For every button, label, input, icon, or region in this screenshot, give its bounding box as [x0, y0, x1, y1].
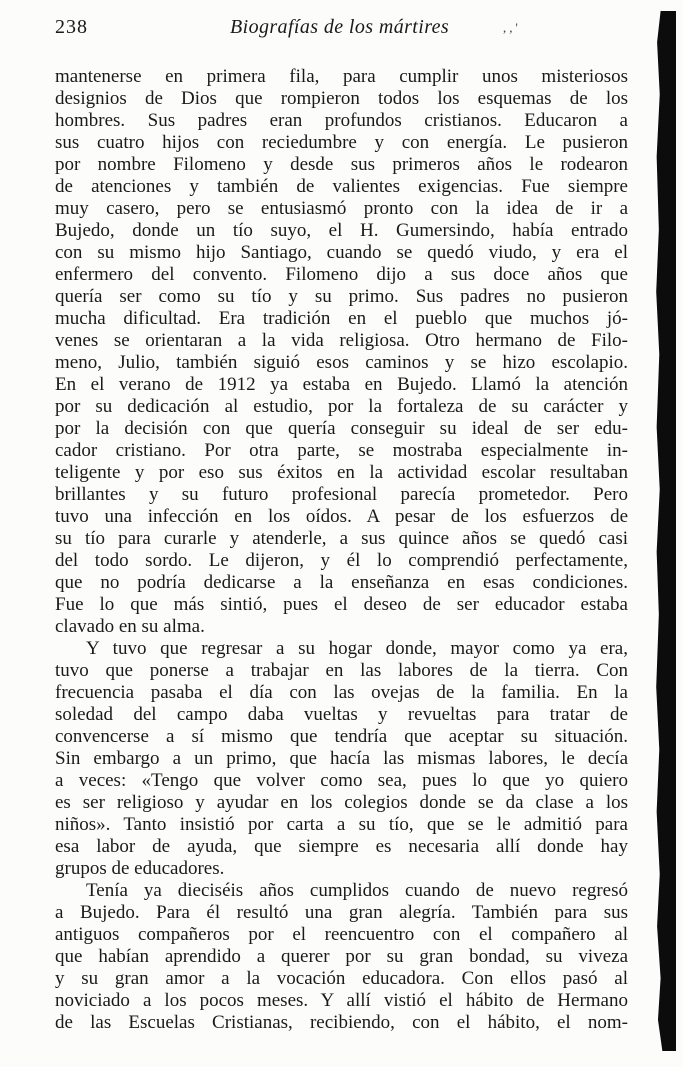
text-line: designios de Dios que rompieron todos los esquemas de los: [55, 88, 628, 109]
page-number: 238: [55, 16, 88, 38]
text-line: del todo sordo. Le dijeron, y él lo comprendió perfectamente,: [55, 550, 628, 571]
text-line: clavado en su alma.: [55, 616, 205, 637]
text-line: soledad del campo daba vueltas y revueltas para tratar de: [55, 704, 628, 725]
text-line: meno, Julio, también siguió esos caminos y se hizo escolapio.: [55, 352, 628, 373]
text-line: a veces: «Tengo que volver como sea, pues lo que yo quiero: [55, 770, 628, 791]
text-line: es ser religioso y ayudar en los colegios donde se da clase a los: [55, 792, 628, 813]
text-line: por la decisión con que quería conseguir su ideal de ser edu-: [55, 418, 628, 439]
page-header: [55, 16, 628, 46]
text-line: esa labor de ayuda, que siempre es necesaria allí donde hay: [55, 836, 628, 857]
text-line: enfermero del convento. Filomeno dijo a sus doce años que: [55, 264, 628, 285]
text-line: convencerse a sí mismo que tendría que aceptar su situación.: [55, 726, 628, 747]
scan-gutter-bar: [654, 11, 676, 1051]
text-line: que no podría dedicarse a la enseñanza en esas condiciones.: [55, 572, 628, 593]
scan-artifact-mark: ,,': [503, 20, 521, 35]
text-line: y su gran amor a la vocación educadora. Con ellos pasó al: [55, 968, 628, 989]
text-line: que habían aprendido a querer por su gran bondad, su viveza: [55, 946, 628, 967]
text-line: En el verano de 1912 ya estaba en Bujedo. Llamó la atención: [55, 374, 628, 395]
text-line: de atenciones y también de valientes exigencias. Fue siempre: [55, 176, 628, 197]
text-line: quería ser como su tío y su primo. Sus padres no pusieron: [55, 286, 628, 307]
paragraph-1: [55, 66, 628, 638]
text-line: sus cuatro hijos con reciedumbre y con energía. Le pusieron: [55, 132, 628, 153]
text-line: mucha dificultad. Era tradición en el pueblo que muchos jó-: [55, 308, 628, 329]
text-line: Y tuvo que regresar a su hogar donde, mayor como ya era,: [86, 638, 628, 659]
body-text: [55, 66, 628, 1034]
text-line: antiguos compañeros por el reencuentro con el compañero al: [55, 924, 628, 945]
text-line: de las Escuelas Cristianas, recibiendo, con el hábito, el nom-: [55, 1012, 628, 1033]
text-line: tuvo una infección en los oídos. A pesar de los esfuerzos de: [55, 506, 628, 527]
text-line: grupos de educadores.: [55, 858, 225, 879]
text-line: frecuencia pasaba el día con las ovejas de la familia. En la: [55, 682, 628, 703]
text-line: Sin embargo a un primo, que hacía las mismas labores, le decía: [55, 748, 628, 769]
paragraph-3: [55, 880, 628, 1034]
paragraph-2: [55, 638, 628, 880]
text-line: noviciado a los pocos meses. Y allí vistió el hábito de Hermano: [55, 990, 628, 1011]
text-line: teligente y por eso sus éxitos en la actividad escolar resultaban: [55, 462, 628, 483]
text-line: muy casero, pero se entusiasmó pronto con la idea de ir a: [55, 198, 628, 219]
text-line: Fue lo que más sintió, pues el deseo de ser educador estaba: [55, 594, 628, 615]
text-line: tuvo que ponerse a trabajar en las labores de la tierra. Con: [55, 660, 628, 681]
text-line: venes se orientaran a la vida religiosa. Otro hermano de Filo-: [55, 330, 628, 351]
text-line: mantenerse en primera fila, para cumplir unos misteriosos: [55, 66, 628, 87]
text-line: hombres. Sus padres eran profundos cristianos. Educaron a: [55, 110, 628, 131]
text-line: por nombre Filomeno y desde sus primeros años le rodearon: [55, 154, 628, 175]
text-line: con su mismo hijo Santiago, cuando se quedó viudo, y era el: [55, 242, 628, 263]
text-line: Tenía ya dieciséis años cumplidos cuando de nuevo regresó: [86, 880, 628, 901]
running-title: Biografías de los mártires: [230, 16, 450, 38]
text-line: brillantes y su futuro profesional parecía prometedor. Pero: [55, 484, 628, 505]
text-line: niños». Tanto insistió por carta a su tío, que se le admitió para: [55, 814, 628, 835]
text-line: a Bujedo. Para él resultó una gran alegría. También para sus: [55, 902, 628, 923]
text-line: su tío para curarle y atenderle, a sus quince años se quedó casi: [55, 528, 628, 549]
text-line: cador cristiano. Por otra parte, se mostraba especialmente in-: [55, 440, 628, 461]
text-line: Bujedo, donde un tío suyo, el H. Gumersindo, había entrado: [55, 220, 628, 241]
text-line: por su dedicación al estudio, por la fortaleza de su carácter y: [55, 396, 628, 417]
